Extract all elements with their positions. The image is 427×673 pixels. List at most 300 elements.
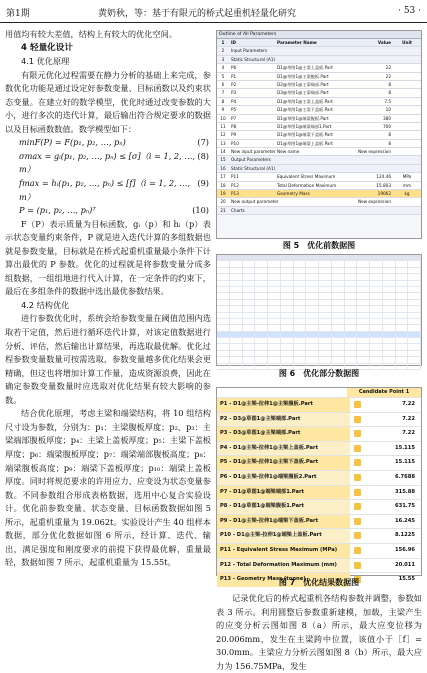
table-cell [393,47,421,54]
left-column [5,28,211,570]
grid-cell [268,287,281,292]
grid-cell [345,300,358,305]
table-cell: Value [377,40,391,45]
grid-cell [357,293,370,298]
parameter-name: P10 - D1@主梁-拉伸1@端梁上盖板.Part [217,529,350,543]
table-cell [393,140,421,147]
grid-cell [268,274,281,279]
subsection-heading: 4.1 优化原理 [21,56,70,67]
grid-cell [230,281,243,286]
grid-cell [230,344,243,349]
grid-cell [332,325,345,330]
table-cell: 13 [220,140,226,146]
grid-cell [357,261,370,266]
grid-cell [383,261,396,266]
table-cell: 8 [388,140,391,146]
grid-cell [319,274,332,279]
parameter-value-cell [350,398,421,412]
table-cell [393,131,421,138]
grid-cell [319,344,332,349]
table-cell: P5 [231,107,237,113]
grid-cell [345,281,358,286]
table-cell: Total Deformation Maximum [277,182,337,188]
table-cell: 11 [220,123,226,129]
grid-cell [345,357,358,362]
grid-cell [243,293,256,298]
table-row [217,131,421,139]
grid-cell [268,306,281,311]
table-cell [393,165,421,172]
grid-cell [408,268,421,273]
grid-cell [345,287,358,292]
grid-cell [408,293,421,298]
table-row [217,123,421,131]
grid-cell [396,287,409,292]
paragraph: 有限元优化过程需要在静力分析的基础上来完成，参数优化功能是通过设定好参数变量、目标函数以及约束状态变量。在建立好的数学模型，优化时通过改变参数的大小，进行多次的迭代计算，最后输出符合规定要求的数据以及目标函数数值。数学模型如下： [5,69,211,134]
table-cell: Charts [231,207,245,213]
grid-cell [294,293,307,298]
grid-cell [230,255,243,260]
grid-cell [306,313,319,318]
figure-6-caption: 图 6 优化部分数据图 [278,369,360,378]
grid-cell [230,287,243,292]
table-cell: 18 [220,182,226,188]
grid-cell [408,300,421,305]
table-cell: New output parameter [231,199,279,205]
grid-cell [268,344,281,349]
table-row [217,156,421,164]
grid-cell [294,287,307,292]
grid-cell [408,332,421,337]
table-row [217,182,421,190]
grid-cell [332,261,345,266]
parameter-value-cell [350,559,421,573]
equation-9: fmax = hᵢ(p₁, p₂, …, pₙ) ≤ [f]（i = 1, 2, …, m） (9) [19,178,209,202]
grid-cell [383,338,396,343]
grid-cell [319,293,332,298]
grid-cell [345,261,358,266]
grid-cell [319,351,332,356]
grid-cell [332,313,345,318]
grid-cell [383,281,396,286]
result-row [217,397,421,412]
grid-cell [268,325,281,330]
grid-cell [319,338,332,343]
grid-cell [281,332,294,337]
grid-cell [294,325,307,330]
grid-cell [255,313,268,318]
grid-cell [281,344,294,349]
grid-cell [281,287,294,292]
rating-icon [354,547,361,554]
grid-cell [217,293,230,298]
table-cell: 8 [388,132,391,138]
table-cell: D1@草图1@主梁下盖板.Part [277,107,333,113]
grid-cell [243,261,256,266]
parameter-name: P8 - D1@草图1@端梁腹板1.Part [217,500,350,514]
grid-cell [396,319,409,324]
parameter-value: 15.115 [394,459,415,466]
table-row [217,207,421,215]
grid-cell [268,357,281,362]
grid-cell [319,300,332,305]
table-cell: P13 [231,191,239,197]
rating-icon [354,489,361,496]
rating-icon [354,518,361,525]
table-cell: 19 [220,191,226,197]
grid-cell [268,261,281,266]
grid-cell [396,325,409,330]
parameter-name: P4 - D1@主梁-拉伸1@主梁上盖板.Part [217,442,350,456]
table-row [217,165,421,173]
table-cell: Equivalent Stress Maximum [277,174,336,180]
table-cell: P9 [231,132,237,138]
grid-cell [230,261,243,266]
table-cell: 3 [221,56,225,62]
grid-cell [230,338,243,343]
grid-cell [396,268,409,273]
grid-cell [294,351,307,356]
table-cell: 19062 [377,191,391,197]
grid-cell [370,344,383,349]
paragraph: 记录优化后的桥式起重机各结构参数并调整，参数如表 3 所示。利用圆整后参数重新建模，加载，主梁产生的应变分析云图如图 8（a）所示，最大应变位移为 20.006mm，发生在主梁跨中位置，该值小于［f］= 30.0mm。主梁应力分析云图如图 8（b）所示，最大应力为 156.75MPa，发生 [216,593,422,671]
table-row [217,190,421,198]
grid-cell [230,325,243,330]
grid-cell [319,325,332,330]
result-header [217,388,421,397]
grid-cell [345,293,358,298]
table-cell [393,64,421,71]
parameter-value-cell [350,427,421,441]
table-cell: Input Parameters [231,48,268,54]
issue-number: 第1期 [6,9,30,19]
grid-cell [357,338,370,343]
grid-cell [345,325,358,330]
grid-cell [319,357,332,362]
grid-cell [217,274,230,279]
grid-cell [230,274,243,279]
table-row [217,98,421,106]
grid-cell [255,325,268,330]
grid-cell [306,300,319,305]
grid-cell [306,306,319,311]
table-cell: 5 [221,73,225,79]
table-cell: P2 [231,81,237,87]
grid-cell [255,293,268,298]
grid-cell [217,306,230,311]
grid-cell [243,274,256,279]
grid-cell [408,313,421,318]
table-cell: 21 [220,207,226,213]
grid-cell [281,351,294,356]
figure-5-parameter-table [216,30,422,239]
grid-cell [332,332,345,337]
grid-cell [319,306,332,311]
grid-cell [281,319,294,324]
grid-cell [294,274,307,279]
grid-cell [268,293,281,298]
grid-cell [255,255,268,260]
table-cell: D1@草图1@端梁腹板.Part [277,115,329,121]
grid-cell [357,319,370,324]
grid-cell [332,344,345,349]
grid-cell [370,281,383,286]
grid-cell [383,325,396,330]
table-cell: 22 [385,73,391,79]
table-cell: mm [402,182,412,188]
grid-cell [243,332,256,337]
table-cell: 6 [221,81,225,87]
grid-cell [396,281,409,286]
grid-cell [294,300,307,305]
grid-cell [281,357,294,362]
grid-cell [306,338,319,343]
rating-icon [354,416,361,423]
table-cell [393,198,421,205]
grid-cell [243,357,256,362]
grid-cell [345,338,358,343]
grid-cell [357,281,370,286]
grid-cell [217,344,230,349]
grid-cell [408,338,421,343]
grid-cell [217,255,230,260]
grid-cell [357,313,370,318]
grid-cell [281,261,294,266]
result-row [217,426,421,441]
grid-cell [319,332,332,337]
table-cell: New expression [357,199,391,205]
grid-cell [294,261,307,266]
table-cell: P10 [231,140,239,146]
paragraph: F（P）表示质量为目标函数，gᵢ（p）和 hᵢ（p）表示状态变量约束条件，P 就是进入迭代计算的多组数据也就是参数变量，目标就是在桥式起重机重量最小条件下计算出最优的 P 参数。优化的过程就是将参数变量分成多组数据，一组组地进行代入计算，在一定条件的约束下，最后在多组条件的数据中选出最优参数结果。 [5,218,211,297]
table-row [217,148,421,156]
grid-cell [306,281,319,286]
grid-cell [281,325,294,330]
table-cell: P3 [231,90,237,96]
grid-cell [230,313,243,318]
grid-cell [408,274,421,279]
grid-cell [268,300,281,305]
grid-cell [396,306,409,311]
paragraph: 结合优化原理，考虑主梁和端梁结构，将 10 组结构尺寸设为参数，分别为：p₁：主梁腹板厚度；p₂、p₃：主梁端部腹板厚度；p₄：主梁上盖板厚度；p₅：主梁下盖板厚度；p₆：端梁腹板厚度；p₇：端梁端部腹板高度；p₈：端梁腹板高度；p₉：端梁下盖板厚度；p₁₀：端梁上盖板厚度。同时将规范要求的许用应力、应变设为状态变量参数。不同参数组合形成表格数据，选用中心复合实验设计。优化前参数变量、状态变量、目标函数数据如图 5 所示，起重机重量为 19.062t。实验设计产生 40 组样本数据，部分优化数据如图 6 所示，经计算、迭代、输出，满足强度和刚度要求的前提下获得最优解，重量最轻，数据如图 7 所示，起重机重量为 15.55t。 [5,408,211,568]
parameter-name: P7 - D1@草图1@端梁端部1.Part [217,486,350,500]
table-cell: P7 [231,115,237,121]
grid-cell [268,255,281,260]
parameter-value: 15.55 [398,576,415,583]
table-cell: 10 [220,115,226,121]
grid-cell [306,325,319,330]
table-cell: P11 [231,174,239,180]
grid-cell [217,332,230,337]
parameter-value-cell [350,544,421,558]
parameter-name: P12 - Total Deformation Maximum (mm) [217,559,350,573]
table-cell: New expression [357,149,391,155]
table-cell: P8 [231,123,237,129]
table-cell [357,156,393,163]
grid-cell [255,332,268,337]
grid-cell [255,357,268,362]
table-cell [393,156,421,163]
grid-cell [383,255,396,260]
grid-cell [243,344,256,349]
grid-cell [217,338,230,343]
table-cell [393,89,421,96]
grid-cell [357,255,370,260]
table-cell [357,207,393,214]
parameter-value: 315.88 [394,488,415,495]
grid-cell [357,325,370,330]
grid-cell [230,351,243,356]
grid-cell [370,261,383,266]
rating-icon [354,445,361,452]
parameter-name: P9 - D1@主梁-拉伸1@端梁下盖板.Part [217,515,350,529]
table-cell: 7 [221,90,225,96]
parameter-value: 8.1225 [394,532,415,539]
parameter-value: 7.22 [402,401,415,407]
grid-cell [357,268,370,273]
grid-cell [281,313,294,318]
grid-cell [370,300,383,305]
grid-cell [408,357,421,362]
grid-cell [319,281,332,286]
parameter-value: 16.245 [394,517,415,524]
grid-cell [243,351,256,356]
table-cell: 12 [220,132,226,138]
running-title: 黄奶秋，等：基于有限元的桥式起重机轻量化研究 [98,9,297,19]
rating-icon [354,459,361,466]
grid-cell [383,306,396,311]
grid-cell [255,319,268,324]
grid-cell [306,255,319,260]
grid-cell [217,319,230,324]
parameter-value: 7.22 [402,415,415,422]
grid-cell [294,306,307,311]
grid-cell [396,313,409,318]
table-cell: 7.5 [384,98,391,104]
section-heading: 4 轻量化设计 [21,42,73,53]
grid-cell [294,357,307,362]
grid-cell [370,313,383,318]
table-cell: 8 [388,81,391,87]
grid-cell [243,300,256,305]
parameter-value-cell [350,515,421,529]
parameter-name: P11 - Equivalent Stress Maximum (MPa) [217,544,350,558]
grid-cell [255,344,268,349]
result-row [217,412,421,427]
table-row [217,198,421,206]
table-cell: D2@草图1@主梁端部.Part [277,81,329,87]
table-cell: D1@草图1@端梁上盖板.Part [277,140,333,146]
rating-icon [354,474,361,481]
grid-cell [268,313,281,318]
table-cell: 10 [385,107,391,113]
parameter-value: 15.115 [394,444,415,451]
figure-7-caption: 图 7 优化结果数据图 [278,578,360,587]
grid-cell [332,338,345,343]
table-row [217,140,421,148]
grid-cell [396,274,409,279]
grid-cell [294,255,307,260]
grid-cell [306,274,319,279]
grid-cell [357,344,370,349]
grid-cell [370,319,383,324]
subsection-heading: 4.2 结构优化 [21,299,70,310]
grid-cell [383,357,396,362]
grid-cell [268,338,281,343]
grid-cell [294,344,307,349]
grid-cell [332,293,345,298]
grid-cell [370,268,383,273]
table-cell [393,98,421,105]
grid-cell [357,332,370,337]
grid-cell [281,268,294,273]
table-cell: D1@草图1@主梁腹板.Part [277,73,329,79]
table-cell: 22 [385,65,391,71]
table-cell: D3@草图1@主梁端部.Part [277,90,329,96]
table-cell [357,165,393,172]
result-row [217,528,421,543]
grid-cell [243,255,256,260]
grid-cell [396,338,409,343]
candidate-label: Candidate Point 1 [347,388,421,397]
grid-cell [370,287,383,292]
parameter-name: P3 - D3@草图1@主梁端部.Part [217,427,350,441]
grid-cell [370,325,383,330]
grid-cell [306,332,319,337]
table-row [217,173,421,181]
grid-cell [217,313,230,318]
grid-cell [217,281,230,286]
parameter-value-cell [350,471,421,485]
grid-cell [319,261,332,266]
table-row [217,81,421,89]
table-cell: 700 [383,123,391,129]
grid-cell [345,319,358,324]
parameter-value: 156.96 [394,546,415,553]
table-cell [277,165,357,172]
grid-cell [357,351,370,356]
table-cell: 16 [220,165,226,171]
table-cell: D1@草图1@主梁上盖板.Part [277,98,333,104]
equation-7: minF(P) = F(p₁, p₂, …, pₙ) (7) [19,137,209,148]
table-cell: New input parameter [231,149,276,155]
parameter-name: P6 - D1@主梁-拉伸1@端梁腹板2.Part [217,471,350,485]
table-row [217,56,421,64]
grid-cell [306,261,319,266]
grid-cell [255,300,268,305]
parameter-value-cell [350,486,421,500]
grid-cell [281,281,294,286]
grid-cell [408,325,421,330]
grid-cell [319,319,332,324]
grid-cell [408,306,421,311]
grid-cell [217,300,230,305]
table-cell [393,148,421,155]
result-row [217,470,421,485]
table-cell [393,81,421,88]
grid-cell [408,261,421,266]
page-number: · 53 · [398,6,421,16]
grid-cell [383,274,396,279]
grid-cell [230,357,243,362]
rating-icon [354,401,361,408]
equation-8: σmax = gᵢ(p₁, p₂, …, pₙ) ≤ [σ]（i = 1, 2, …, m） (8) [19,150,209,175]
grid-cell [255,281,268,286]
table-cell: P6 [231,65,237,71]
grid-cell [332,306,345,311]
table-cell: ID [231,40,237,45]
grid-cell [408,287,421,292]
